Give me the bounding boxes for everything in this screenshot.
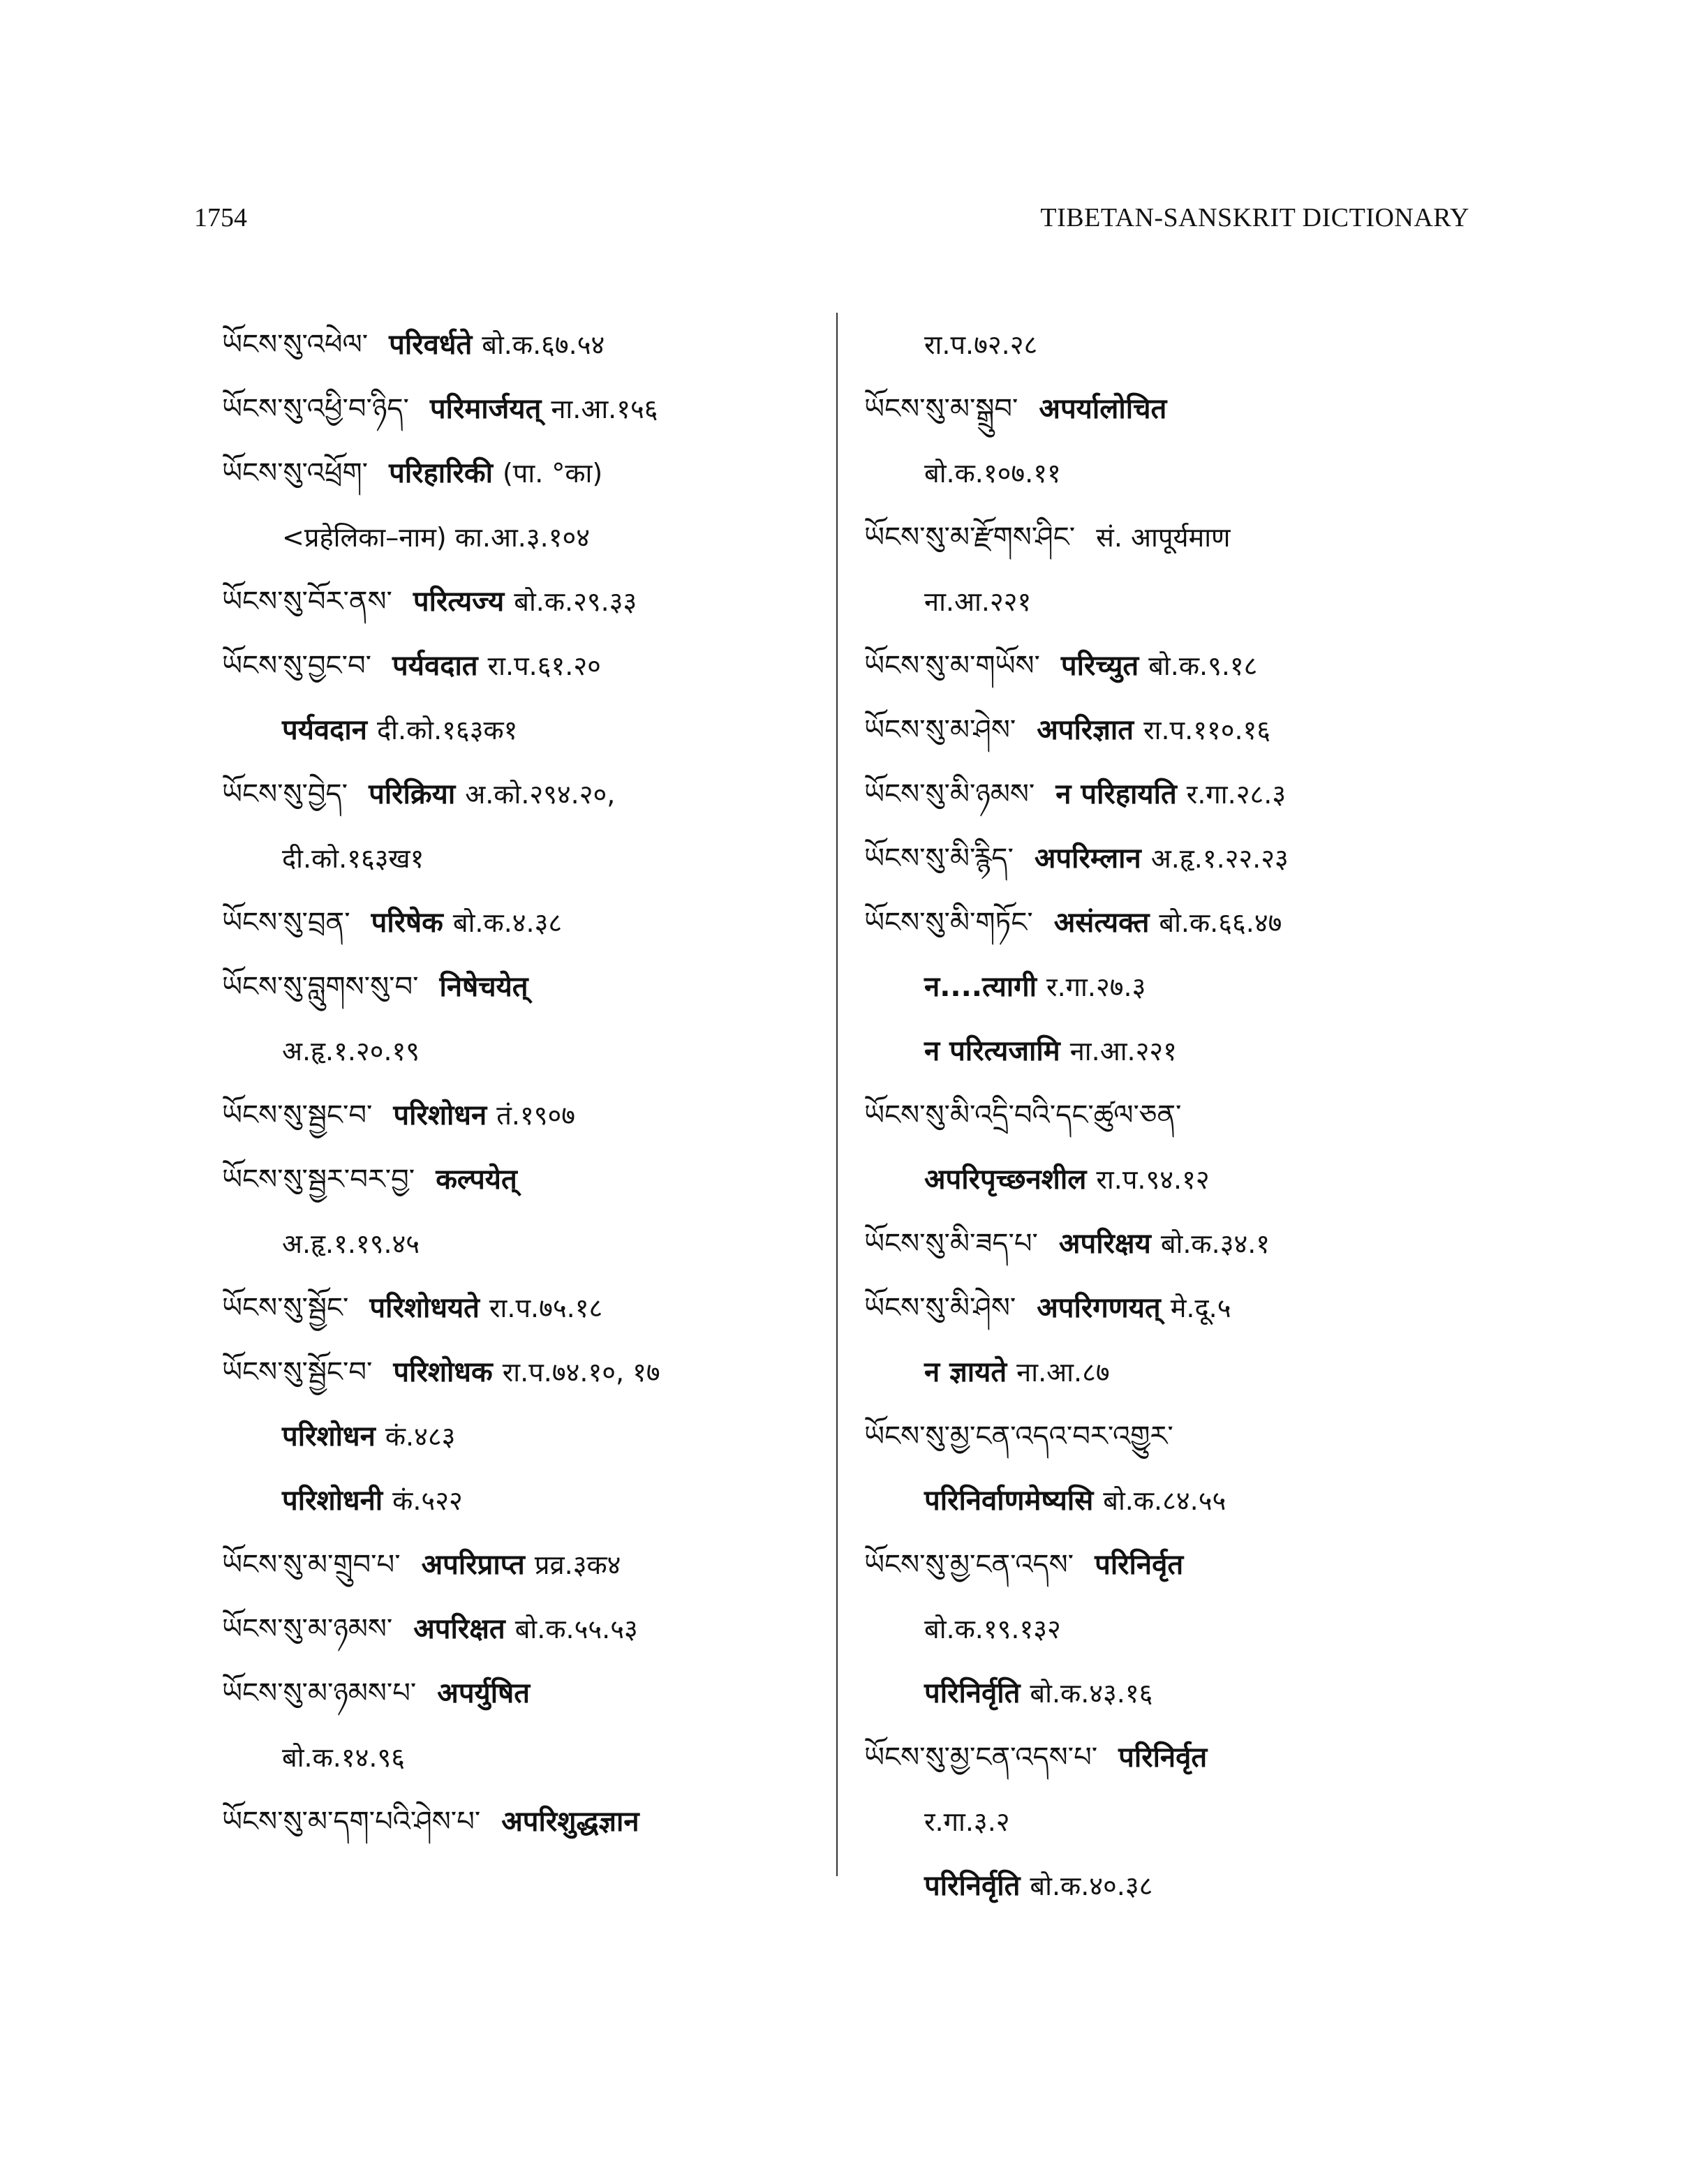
sanskrit-equivalent: अपरिशुद्धज्ञान bbox=[501, 1806, 639, 1838]
entry-continuation-line bbox=[222, 1019, 822, 1083]
entry-continuation-line bbox=[222, 1404, 822, 1469]
source-reference: रा.प.११०.१६ bbox=[1143, 715, 1271, 745]
source-reference: बो.क.४३.१६ bbox=[1030, 1678, 1153, 1709]
dictionary-entry bbox=[222, 762, 822, 826]
sanskrit-equivalent: अपरिगणयत् bbox=[1037, 1292, 1161, 1324]
tibetan-headword: ཡོངས་སུ་མ་དག་པའི་ཤེས་པ་ bbox=[222, 1806, 481, 1838]
dictionary-entry bbox=[864, 762, 1492, 826]
dictionary-entry bbox=[222, 441, 822, 505]
source-reference: बो.क.२९.३३ bbox=[514, 586, 637, 617]
dictionary-entry bbox=[864, 634, 1492, 698]
sanskrit-equivalent: परिशोधक bbox=[393, 1356, 493, 1388]
source-reference: ना.आ.२२१ bbox=[1069, 1036, 1177, 1067]
sanskrit-equivalent: पर्यवदात bbox=[392, 650, 478, 682]
source-reference: मे.दू.५ bbox=[1170, 1293, 1231, 1323]
entry-continuation-line bbox=[222, 505, 822, 570]
sanskrit-equivalent: परिनिर्वाणमेष्यसि bbox=[924, 1485, 1094, 1517]
sanskrit-equivalent: परिनिर्वृत bbox=[1118, 1741, 1208, 1774]
dictionary-entry bbox=[864, 377, 1492, 441]
sanskrit-equivalent: परिमार्जयत् bbox=[429, 393, 542, 425]
source-reference: रा.प.७२.२८ bbox=[924, 329, 1038, 360]
dictionary-entry bbox=[864, 1083, 1492, 1147]
sanskrit-equivalent: परिनिर्वृति bbox=[924, 1870, 1021, 1902]
source-reference: र.गा.२८.३ bbox=[1186, 779, 1287, 810]
tibetan-headword: ཡོངས་སུ་མ་ཤེས་ bbox=[864, 714, 1016, 746]
dictionary-entry bbox=[864, 1276, 1492, 1340]
entry-continuation-line bbox=[222, 1725, 822, 1790]
source-reference: अ.हृ.१.२०.१९ bbox=[282, 1036, 420, 1067]
tibetan-headword: ཡོངས་སུ་མྱ་ངན་འདས་ bbox=[864, 1549, 1074, 1581]
sanskrit-equivalent: अपर्यालोचित bbox=[1039, 393, 1167, 425]
sanskrit-equivalent: न परित्यजामि bbox=[924, 1035, 1060, 1067]
source-reference: रा.प.९४.१२ bbox=[1096, 1164, 1210, 1195]
sanskrit-equivalent: कल्पयेत् bbox=[436, 1164, 517, 1196]
dictionary-entry bbox=[222, 1147, 822, 1212]
entry-continuation-line bbox=[864, 570, 1492, 634]
sanskrit-equivalent: अपरिपृच्छनशील bbox=[924, 1164, 1087, 1196]
sanskrit-equivalent: अपरिप्राप्त bbox=[421, 1549, 525, 1581]
sanskrit-equivalent: परित्यज्य bbox=[413, 586, 505, 618]
sanskrit-equivalent: न परिहायति bbox=[1055, 778, 1177, 810]
tibetan-headword: ཡོངས་སུ་མ་རྫོགས་ཤིང་ bbox=[864, 521, 1076, 554]
dictionary-entry bbox=[222, 377, 822, 441]
dictionary-entry bbox=[222, 313, 822, 377]
source-reference: ना.आ.१५६ bbox=[551, 394, 658, 424]
source-reference: र.गा.२७.३ bbox=[1046, 972, 1146, 1002]
tibetan-headword: ཡོངས་སུ་བྲན་ bbox=[222, 907, 350, 939]
dictionary-entry bbox=[222, 1661, 822, 1725]
column-divider bbox=[836, 313, 838, 1876]
sanskrit-equivalent: अपरिक्षत bbox=[413, 1613, 505, 1645]
entry-continuation-line bbox=[864, 1790, 1492, 1854]
dictionary-entry bbox=[864, 1725, 1492, 1790]
tibetan-headword: ཡོངས་སུ་འཕྱི་བ་ཉིད་ bbox=[222, 393, 409, 425]
source-reference: रा.प.७४.१०, १७ bbox=[502, 1357, 660, 1388]
dictionary-entry bbox=[222, 955, 822, 1019]
tibetan-headword: ཡོངས་སུ་མི་གཏོང་ bbox=[864, 907, 1033, 939]
sanskrit-equivalent: निषेचयेत् bbox=[439, 971, 528, 1003]
sanskrit-equivalent: अपरिज्ञात bbox=[1037, 714, 1134, 746]
source-reference: बो.क.१९.१३२ bbox=[924, 1614, 1061, 1644]
source-reference: बो.क.१०७.११ bbox=[924, 458, 1061, 489]
sanskrit-equivalent: पर्यवदान bbox=[282, 714, 367, 746]
tibetan-headword: ཡོངས་སུ་མ་གྲུབ་པ་ bbox=[222, 1549, 401, 1581]
entry-continuation-line bbox=[864, 1147, 1492, 1212]
source-reference: बो.क.४०.३८ bbox=[1030, 1871, 1153, 1901]
tibetan-headword: ཡོངས་སུ་བོར་ནས་ bbox=[222, 586, 392, 618]
source-reference: प्रव्र.३क४ bbox=[534, 1550, 621, 1580]
sanskrit-equivalent: परिच्युत bbox=[1060, 650, 1139, 682]
source-reference: बो.क.१४.९६ bbox=[282, 1742, 406, 1773]
source-reference: बो.क.५५.५३ bbox=[514, 1614, 638, 1644]
sanskrit-equivalent: परिशोधयते bbox=[369, 1292, 480, 1324]
entry-continuation-line bbox=[864, 1661, 1492, 1725]
page-header bbox=[0, 202, 1690, 251]
source-reference: अ.को.२९४.२०, bbox=[465, 779, 616, 810]
sanskrit-equivalent: अपर्युषित bbox=[437, 1677, 531, 1709]
sanskrit-equivalent: परिहारिकी bbox=[389, 457, 493, 489]
sanskrit-equivalent: परिशोधन bbox=[282, 1420, 376, 1453]
tibetan-headword: ཡོངས་སུ་མྱ་ངན་འདའ་བར་འགྱུར་ bbox=[864, 1420, 1173, 1453]
source-reference: बो.क.४.३८ bbox=[452, 907, 563, 938]
source-reference: बो.क.९.१८ bbox=[1148, 651, 1258, 681]
tibetan-headword: ཡོངས་སུ་སྦྱོང་བ་ bbox=[222, 1356, 373, 1388]
sanskrit-equivalent: न ज्ञायते bbox=[924, 1356, 1007, 1388]
sanskrit-equivalent: परिक्रिया bbox=[369, 778, 456, 810]
entry-continuation-line bbox=[864, 1340, 1492, 1404]
dictionary-entry bbox=[864, 1533, 1492, 1597]
sanskrit-equivalent: परिनिर्वृति bbox=[924, 1677, 1021, 1709]
source-reference: कं.४८३ bbox=[385, 1421, 456, 1452]
source-reference: बो.क.८४.५५ bbox=[1103, 1485, 1226, 1516]
sanskrit-equivalent: अपरिम्लान bbox=[1034, 842, 1141, 875]
source-reference: बो.क.६६.४७ bbox=[1159, 907, 1282, 938]
entry-continuation-line bbox=[864, 313, 1492, 377]
tibetan-headword: ཡོངས་སུ་མ་སྒྲུབ་ bbox=[864, 393, 1018, 425]
dictionary-entry bbox=[222, 570, 822, 634]
sanskrit-equivalent: परिषेक bbox=[371, 907, 443, 939]
tibetan-headword: ཡོངས་སུ་སྦྱང་བ་ bbox=[222, 1099, 373, 1131]
entry-continuation-line bbox=[864, 955, 1492, 1019]
tibetan-headword: ཡོངས་སུ་མྱ་ངན་འདས་པ་ bbox=[864, 1741, 1098, 1774]
source-reference: रा.प.६१.२० bbox=[487, 651, 601, 681]
tibetan-headword: ཡོངས་སུ་འཕྲོག་ bbox=[222, 457, 369, 489]
sanskrit-equivalent: अपरिक्षय bbox=[1058, 1228, 1151, 1260]
entry-continuation-line bbox=[864, 441, 1492, 505]
tibetan-headword: ཡོངས་སུ་སྦྱོང་ bbox=[222, 1292, 349, 1324]
entry-continuation-line bbox=[864, 1597, 1492, 1661]
dictionary-entry bbox=[222, 1276, 822, 1340]
dictionary-entry bbox=[864, 891, 1492, 955]
sanskrit-equivalent: परिवर्धते bbox=[389, 329, 473, 361]
dictionary-entry bbox=[222, 1533, 822, 1597]
source-reference: र.गा.३.२ bbox=[924, 1806, 1010, 1837]
running-head: TIBETAN-SANSKRIT DICTIONARY bbox=[1040, 203, 1469, 232]
entry-continuation-line bbox=[222, 826, 822, 891]
entry-continuation-line bbox=[222, 698, 822, 762]
dictionary-entry bbox=[222, 1597, 822, 1661]
source-reference: (पा. °का) bbox=[502, 458, 603, 489]
source-reference: ना.आ.८७ bbox=[1016, 1357, 1110, 1388]
tibetan-headword: ཡོངས་སུ་མི་ཉམས་ bbox=[864, 778, 1035, 810]
entry-continuation-line bbox=[864, 1019, 1492, 1083]
tibetan-headword: ཡོངས་སུ་འཕེལ་ bbox=[222, 329, 369, 361]
tibetan-headword: ཡོངས་སུ་བྱང་བ་ bbox=[222, 650, 372, 682]
source-reference: अ.हृ.१.२२.२३ bbox=[1150, 843, 1289, 874]
tibetan-headword: ཡོངས་སུ་མི་འདྲི་བའི་དང་ཚུལ་ཅན་ bbox=[864, 1099, 1182, 1131]
dictionary-entry bbox=[864, 1212, 1492, 1276]
tibetan-headword: ཡོངས་སུ་བྱེད་ bbox=[222, 778, 348, 810]
dictionary-entry bbox=[222, 1790, 822, 1854]
tibetan-headword: ཡོངས་སུ་མི་རྙིད་ bbox=[864, 842, 1014, 875]
source-reference: ना.आ.२२१ bbox=[924, 586, 1032, 617]
entry-continuation-line bbox=[864, 1469, 1492, 1533]
source-reference: <प्रहेलिका–नाम) का.आ.३.१०४ bbox=[282, 522, 590, 553]
entry-continuation-line bbox=[222, 1212, 822, 1276]
tibetan-headword: ཡོངས་སུ་མི་ཤེས་ bbox=[864, 1292, 1016, 1324]
dictionary-entry bbox=[864, 826, 1492, 891]
source-reference: तं.१९०७ bbox=[496, 1100, 575, 1131]
sanskrit-equivalent: परिशोधनी bbox=[282, 1485, 383, 1517]
source-reference: बो.क.६७.५४ bbox=[482, 329, 605, 360]
tibetan-headword: ཡོངས་སུ་མི་ཟད་པ་ bbox=[864, 1228, 1038, 1260]
dictionary-entry bbox=[864, 1404, 1492, 1469]
source-reference: दी.को.१६३क१ bbox=[376, 715, 518, 745]
dictionary-entry bbox=[864, 505, 1492, 570]
sanskrit-equivalent: न....त्यागी bbox=[924, 971, 1037, 1003]
right-column bbox=[864, 313, 1492, 1918]
source-reference: अ.हृ.१.१९.४५ bbox=[282, 1228, 420, 1259]
sanskrit-equivalent: असंत्यक्त bbox=[1053, 907, 1150, 939]
source-reference: बो.क.३४.१ bbox=[1160, 1228, 1270, 1259]
tibetan-headword: ཡོངས་སུ་མ་གཡོས་ bbox=[864, 650, 1040, 682]
tibetan-headword: ཡོངས་སུ་མ་ཉམས་ bbox=[222, 1613, 393, 1645]
left-column bbox=[222, 313, 822, 1854]
source-reference: कं.५२२ bbox=[392, 1485, 463, 1516]
dictionary-entry bbox=[222, 634, 822, 698]
tibetan-headword: ཡོངས་སུ་སྦྱར་བར་བྱ་ bbox=[222, 1164, 415, 1196]
tibetan-headword: ཡོངས་སུ་བླུགས་སུ་བ་ bbox=[222, 971, 419, 1003]
dictionary-entry bbox=[222, 891, 822, 955]
dictionary-entry bbox=[222, 1083, 822, 1147]
dictionary-entry bbox=[222, 1340, 822, 1404]
tibetan-headword: ཡོངས་སུ་མ་ཉམས་པ་ bbox=[222, 1677, 417, 1709]
sanskrit-equivalent: परिशोधन bbox=[393, 1099, 487, 1131]
source-reference: रा.प.७५.१८ bbox=[489, 1293, 603, 1323]
entry-continuation-line bbox=[222, 1469, 822, 1533]
sanskrit-equivalent: परिनिर्वृत bbox=[1095, 1549, 1184, 1581]
source-reference: दी.को.१६३ख१ bbox=[282, 843, 424, 874]
dictionary-entry bbox=[864, 698, 1492, 762]
source-reference: सं. आपूर्यमाण bbox=[1096, 522, 1231, 553]
entry-continuation-line bbox=[864, 1854, 1492, 1918]
page-number: 1754 bbox=[194, 203, 247, 232]
